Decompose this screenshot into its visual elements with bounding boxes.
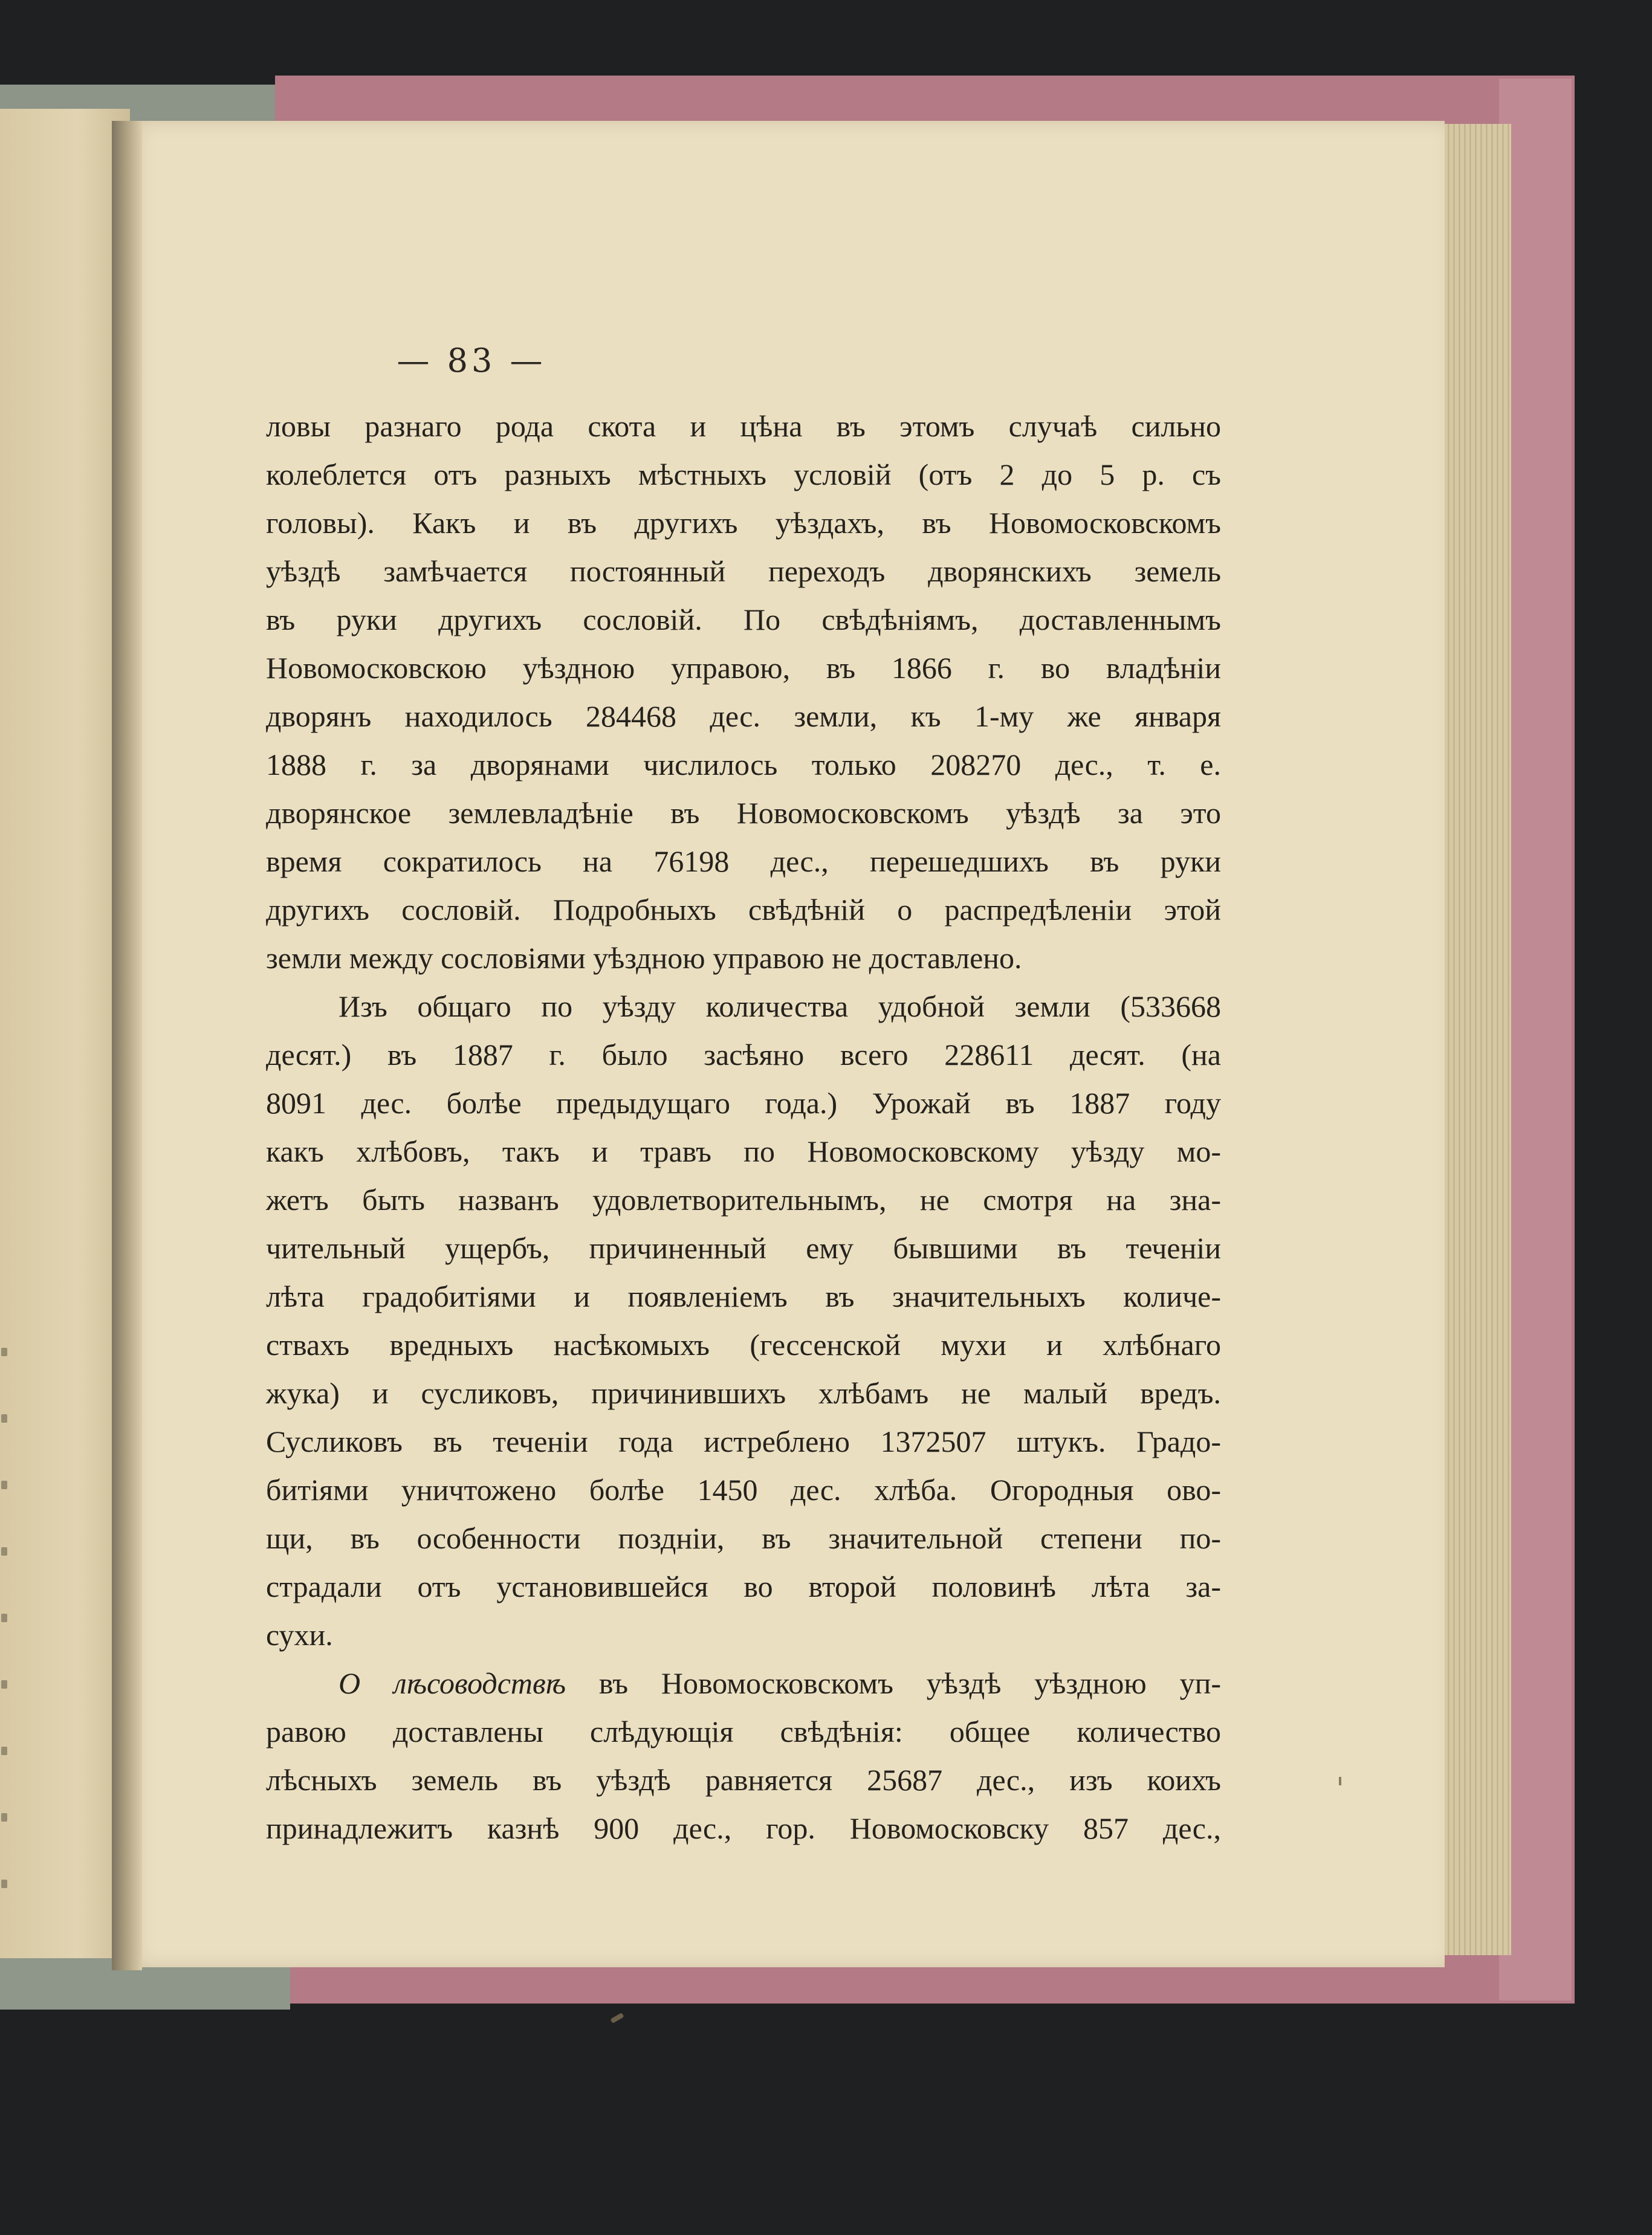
text-line	[266, 692, 1221, 740]
page-number: — 83 —	[397, 341, 546, 380]
page-gutter-shadow	[112, 121, 142, 1970]
text-line	[266, 450, 1221, 499]
line-text: колеблется отъ разныхъ мѣстныхъ условій (отъ 2 до 5 р. съ	[266, 458, 1221, 491]
line-text: равою доставлены слѣдующія свѣдѣнія: общее количество	[266, 1715, 1221, 1748]
line-text: въ Новомосковскомъ уѣздѣ уѣздною уп-	[566, 1666, 1221, 1700]
line-text: 8091 дес. болѣе предыдущаго года.) Урожай въ 1887 году	[266, 1086, 1221, 1120]
text-line	[266, 595, 1221, 644]
text-line	[266, 644, 1221, 692]
text-line	[266, 1756, 1221, 1804]
text-line	[266, 1030, 1221, 1079]
line-text: щи, въ особенности поздніи, въ значительной степени по-	[266, 1521, 1221, 1555]
text-line	[266, 885, 1221, 934]
line-text: битіями уничтожено болѣе 1450 дес. хлѣба. Огородныя ово-	[266, 1473, 1221, 1507]
text-line	[266, 1369, 1221, 1417]
text-line	[266, 1079, 1221, 1127]
text-line	[266, 1272, 1221, 1321]
line-text: десят.) въ 1887 г. было засѣяно всего 228611 десят. (на	[266, 1038, 1221, 1072]
line-text: Новомосковскою уѣздною управою, въ 1866 г. во владѣніи	[266, 651, 1221, 685]
text-line	[266, 837, 1221, 885]
text-line	[266, 934, 1221, 982]
text-line	[266, 402, 1221, 450]
line-text: жетъ быть названъ удовлетворительнымъ, не смотря на зна-	[266, 1183, 1221, 1217]
line-text: земли между сословіями уѣздною управою не доставлено.	[266, 941, 1022, 975]
line-text: другихъ сословій. Подробныхъ свѣдѣній о распредѣленіи этой	[266, 893, 1221, 927]
line-text: Сусликовъ въ теченіи года истреблено 1372507 штукъ. Градо-	[266, 1425, 1221, 1458]
text-line	[266, 499, 1221, 547]
text-line	[266, 789, 1221, 837]
previous-page-text-edge	[0, 1348, 18, 1922]
page-text	[266, 402, 1221, 1852]
line-text: сухи.	[266, 1618, 333, 1652]
line-text: ствахъ вредныхъ насѣкомыхъ (гессенской мухи и хлѣбнаго	[266, 1328, 1221, 1362]
line-text: время сократилось на 76198 дес., перешедшихъ въ руки	[266, 844, 1221, 878]
italic-term: О лѣсоводствѣ	[338, 1666, 566, 1700]
text-line	[266, 547, 1221, 595]
line-text: въ руки другихъ сословій. По свѣдѣніямъ, доставленнымъ	[266, 603, 1221, 636]
text-line	[266, 1659, 1221, 1707]
line-text: страдали отъ установившейся во второй половинѣ лѣта за-	[266, 1570, 1221, 1603]
line-text: принадлежитъ казнѣ 900 дес., гор. Новомосковску 857 дес.,	[266, 1811, 1221, 1845]
text-line	[266, 982, 1221, 1030]
ink-speck	[610, 2013, 624, 2023]
text-line	[266, 1804, 1221, 1852]
line-text: лѣсныхъ земель въ уѣздѣ равняется 25687 дес., изъ коихъ	[266, 1763, 1221, 1797]
text-line	[266, 1127, 1221, 1176]
line-text: лѣта градобитіями и появленіемъ въ значительныхъ количе-	[266, 1279, 1221, 1313]
line-text: дворянское землевладѣніе въ Новомосковскомъ уѣздѣ за это	[266, 796, 1221, 830]
line-text: ловы разнаго рода скота и цѣна въ этомъ случаѣ сильно	[266, 409, 1221, 443]
ink-speck-small	[1339, 1777, 1341, 1785]
line-text: головы). Какъ и въ другихъ уѣздахъ, въ Новомосковскомъ	[266, 506, 1221, 540]
text-line	[266, 1466, 1221, 1514]
line-text: 1888 г. за дворянами числилось только 208270 дес., т. е.	[266, 748, 1221, 781]
line-text: какъ хлѣбовъ, такъ и травъ по Новомосковскому уѣзду мо-	[266, 1134, 1221, 1168]
line-text: Изъ общаго по уѣзду количества удобной земли (533668	[338, 989, 1221, 1023]
line-text: жука) и сусликовъ, причинившихъ хлѣбамъ не малый вредъ.	[266, 1376, 1221, 1410]
text-line	[266, 1707, 1221, 1756]
text-line	[266, 1514, 1221, 1562]
previous-page	[0, 109, 130, 1970]
text-line	[266, 1611, 1221, 1659]
text-line	[266, 1417, 1221, 1466]
line-text: уѣздѣ замѣчается постоянный переходъ дворянскихъ земель	[266, 554, 1221, 588]
text-line	[266, 1321, 1221, 1369]
text-line	[266, 1562, 1221, 1611]
text-line	[266, 1224, 1221, 1272]
text-line	[266, 1176, 1221, 1224]
page-stack-edge	[1439, 124, 1511, 1955]
line-text: дворянъ находилось 284468 дес. земли, къ 1-му же января	[266, 699, 1221, 733]
text-line	[266, 740, 1221, 789]
line-text: чительный ущербъ, причиненный ему бывшими въ теченіи	[266, 1231, 1221, 1265]
